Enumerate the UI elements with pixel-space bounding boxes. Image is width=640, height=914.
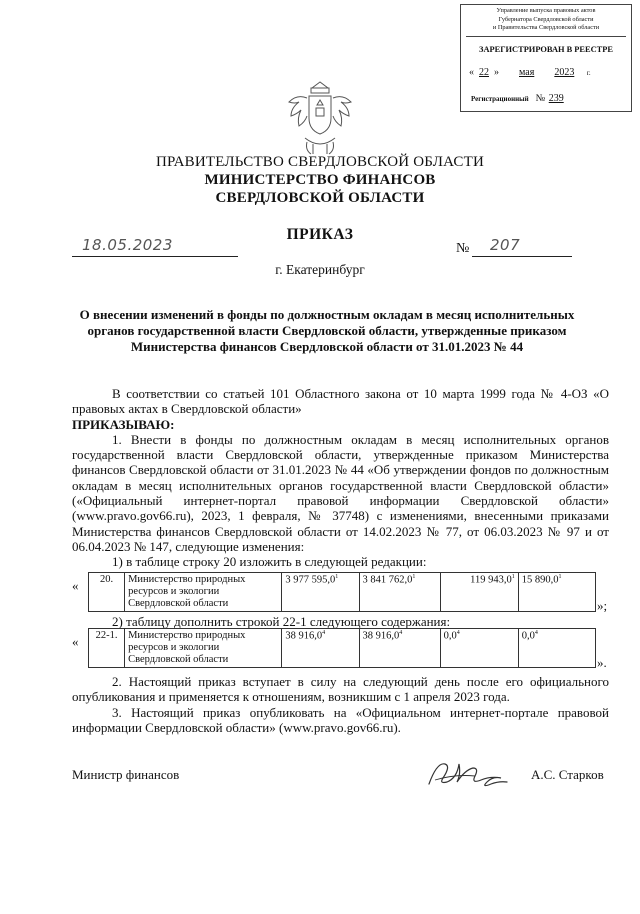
value-cell-1: 3 977 595,0$^1$ — [282, 573, 359, 612]
stamp-reg-sign: № — [535, 93, 546, 104]
table-row-20 — [88, 572, 596, 612]
city: г. Екатеринбург — [275, 262, 365, 277]
handwritten-signature — [425, 754, 515, 790]
item-3: 3. Настоящий приказ опубликовать на «Официальном интернет-портале правовой информации Свердловской области» (www.pravo.gov66.ru). — [72, 704, 609, 735]
coat-of-arms-emblem — [285, 78, 355, 158]
stamp-date: « 22 » мая 2023 г. — [469, 67, 591, 78]
number-sign: № — [456, 241, 470, 256]
value-cell-4: $0,0^4$ — [518, 629, 595, 668]
government-name: ПРАВИТЕЛЬСТВО СВЕРДЛОВСКОЙ ОБЛАСТИ — [155, 154, 485, 170]
stamp-registration — [471, 93, 627, 104]
sub-item-1: 1) в таблице строку 20 изложить в следующей редакции: — [112, 554, 427, 570]
date-line — [72, 256, 238, 257]
stamp-divider — [466, 36, 626, 37]
value-cell-4: 15 890,0$^1$ — [518, 573, 595, 612]
stamp-title: ЗАРЕГИСТРИРОВАН В РЕЕСТРЕ — [479, 45, 613, 54]
ministry-name: МИНИСТЕРСТВО ФИНАНСОВ — [204, 172, 436, 188]
sub-item-2: 2) таблицу дополнить строкой 22-1 следующего содержания: — [112, 614, 451, 629]
signer-position: Министр финансов — [72, 767, 180, 782]
ministry-cell: Министерство природных ресурсов и экологии Свердловской области — [125, 629, 282, 668]
table2-close-quote: ». — [597, 655, 607, 670]
number-line — [472, 256, 572, 257]
stamp-day: 22 — [479, 67, 489, 78]
value-cell-2: 3 841 762,0$^1$ — [359, 573, 440, 612]
registration-stamp — [460, 4, 632, 112]
row-number: 22-1. — [89, 629, 125, 668]
table1-open-quote: « — [72, 578, 79, 593]
region-name: СВЕРДЛОВСКОЙ ОБЛАСТИ — [215, 190, 425, 206]
value-cell-1: 38 916,0$^4$ — [282, 629, 359, 668]
document-date: 18.05.2023 — [82, 236, 173, 254]
ministry-cell: Министерство природных ресурсов и экологии Свердловской области — [125, 573, 282, 612]
stamp-reg-label: Регистрационный — [471, 95, 529, 103]
value-cell-3: 119 943,0$^1$ — [440, 573, 518, 612]
stamp-year: 2023 — [554, 67, 575, 78]
intro-block — [72, 386, 609, 570]
stamp-header: Управление выпуска правовых актов Губернатора Свердловской области и Правительства Свердловской области — [492, 7, 600, 31]
order-word: ПРИКАЗЫВАЮ: — [72, 416, 175, 432]
table2-open-quote: « — [72, 634, 79, 649]
value-cell-2: 38 916,0$^4$ — [359, 629, 440, 668]
row-number: 20. — [89, 573, 125, 612]
intro-paragraph: В соответствии со статьей 101 Областного закона от 10 марта 1999 года № 4-ОЗ «О правовых актах в Свердловской области» — [72, 386, 609, 417]
stamp-month: мая — [519, 67, 535, 78]
document-number: 207 — [490, 236, 521, 254]
value-cell-3: $0,0^4$ — [440, 629, 518, 668]
closing-items — [72, 674, 609, 735]
document-type: ПРИКАЗ — [286, 226, 354, 243]
item-2: 2. Настоящий приказ вступает в силу на следующий день после его официального опубликования и применяется к отношениям, возникшим с 1 апреля 2023 года. — [72, 674, 609, 705]
document-title: О внесении изменений в фонды по должностным окладам в месяц исполнительных органов государственной власти Свердловской области, утвержденные приказом Министерства финансов Свердловской области от 31.01.2023 № 44 — [79, 307, 575, 354]
table1-close-quote: »; — [597, 598, 608, 613]
stamp-year-suffix: г. — [586, 69, 591, 77]
stamp-reg-number: 239 — [548, 93, 564, 104]
sub-item-2-block — [72, 614, 609, 629]
item-1: 1. Внести в фонды по должностным окладам в месяц исполнительных органов государственной власти Свердловской области, утвержденные приказом Министерства финансов Свердловской области от 31.01.2023 № 44 «Об утверждении фондов по должностным окладам в месяц исполнительных органов государственной власти Свердловской области» («Официальный интернет-портал правовой информации Свердловской области» (www.pravo.gov66.ru), 2023, 1 февраля, № 37748) с изменениями, внесенными приказами Министерства финансов Свердловской области от 14.02.2023 № 77, от 06.03.2023 № 97 и от 06.04.2023 № 147, следующие изменения: — [72, 431, 609, 554]
signer-name: А.С. Старков — [531, 767, 604, 782]
table-row-22-1 — [88, 628, 596, 668]
